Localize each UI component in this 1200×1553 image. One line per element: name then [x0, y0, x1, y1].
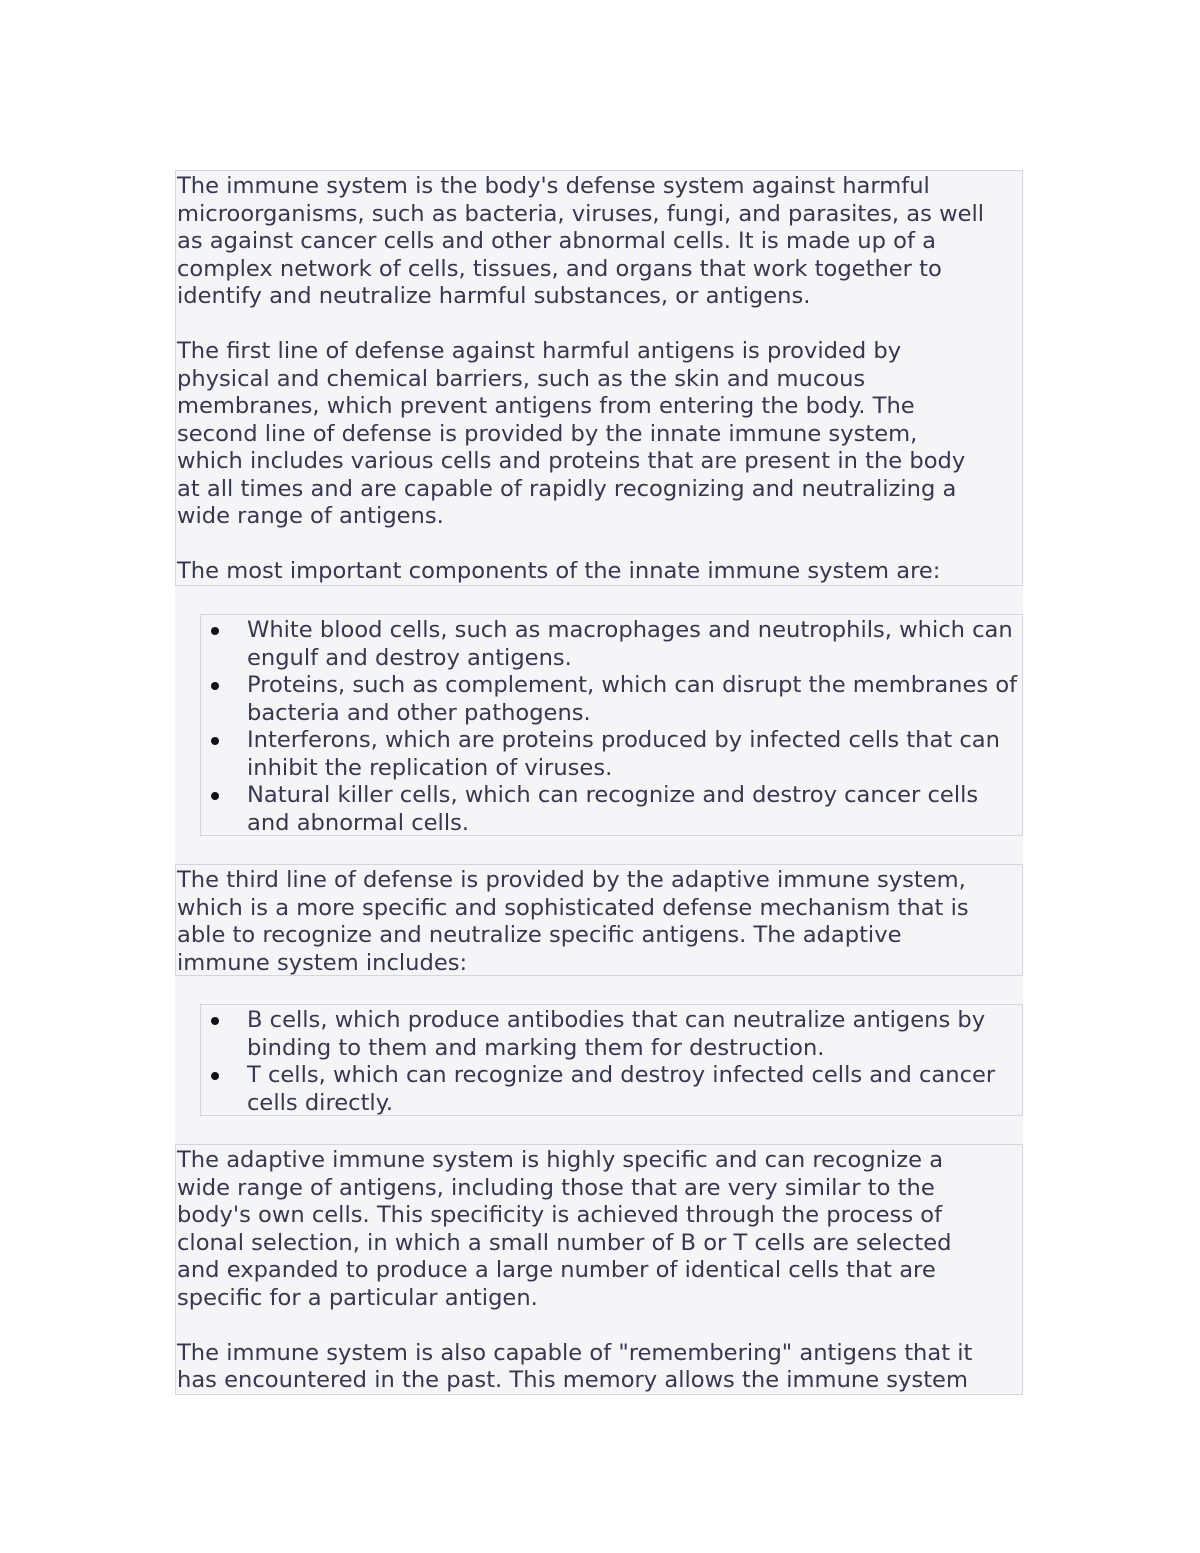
- list-item: [201, 782, 1022, 837]
- list-item-text: Natural killer cells, which can recognize and destroy cancer cells and abnormal cells.: [247, 782, 979, 836]
- adaptive-detail-text-block: [175, 1144, 1023, 1395]
- adaptive-components-list-block: [200, 1004, 1023, 1116]
- list-item: [201, 1007, 1022, 1062]
- bullet-icon: [211, 682, 219, 690]
- adaptive-components-list: [201, 1007, 1022, 1117]
- list-item-text: B cells, which produce antibodies that can neutralize antigens by binding to them and marking them for destruction.: [247, 1007, 986, 1061]
- innate-components-list: [201, 617, 1022, 837]
- bullet-icon: [211, 1072, 219, 1080]
- list-item-text: T cells, which can recognize and destroy infected cells and cancer cells directly.: [247, 1062, 996, 1116]
- list-item: [201, 727, 1022, 782]
- paragraph-immune-memory: The immune system is also capable of "remembering" antigens that it has encountered in the past. This memory allows the immune system: [177, 1339, 973, 1393]
- innate-components-list-block: [200, 614, 1023, 836]
- paragraph-innate-components-intro: The most important components of the innate immune system are:: [177, 558, 941, 584]
- list-item: [201, 672, 1022, 727]
- paragraph-adaptive-intro: The third line of defense is provided by the adaptive immune system, which is a more specific and sophisticated defense mechanism that is able to recognize and neutralize specific antigens. The adaptive immune system includes:: [177, 867, 969, 976]
- adaptive-intro-text-block: [175, 864, 1023, 976]
- bullet-icon: [211, 792, 219, 800]
- paragraph-lines-of-defense: The first line of defense against harmful antigens is provided by physical and chemical barriers, such as the skin and mucous membranes, which prevent antigens from entering the body. The second line of defense is provided by the innate immune system, which includes various cells and proteins that are present in the body at all times and are capable of rapidly recognizing and neutralizing a wide range of antigens.: [177, 338, 966, 529]
- bullet-icon: [211, 737, 219, 745]
- list-item-text: Interferons, which are proteins produced by infected cells that can inhibit the replication of viruses.: [247, 727, 1000, 781]
- paragraph-clonal-selection: The adaptive immune system is highly specific and can recognize a wide range of antigens, including those that are very similar to the body's own cells. This specificity is achieved through the process of clonal selection, in which a small number of B or T cells are selected and expanded to produce a large number of identical cells that are specific for a particular antigen.: [177, 1147, 952, 1311]
- list-item-text: Proteins, such as complement, which can disrupt the membranes of bacteria and other pathogens.: [247, 672, 1018, 726]
- list-item: [201, 1062, 1022, 1117]
- list-item-text: White blood cells, such as macrophages and neutrophils, which can engulf and destroy antigens.: [247, 617, 1013, 671]
- bullet-icon: [211, 627, 219, 635]
- list-item: [201, 617, 1022, 672]
- intro-text-block: [175, 170, 1023, 586]
- paragraph-immune-overview: The immune system is the body's defense system against harmful microorganisms, such as bacteria, viruses, fungi, and parasites, as well as against cancer cells and other abnormal cells. It is made up of a complex network of cells, tissues, and organs that work together to identify and neutralize harmful substances, or antigens.: [177, 173, 985, 309]
- bullet-icon: [211, 1017, 219, 1025]
